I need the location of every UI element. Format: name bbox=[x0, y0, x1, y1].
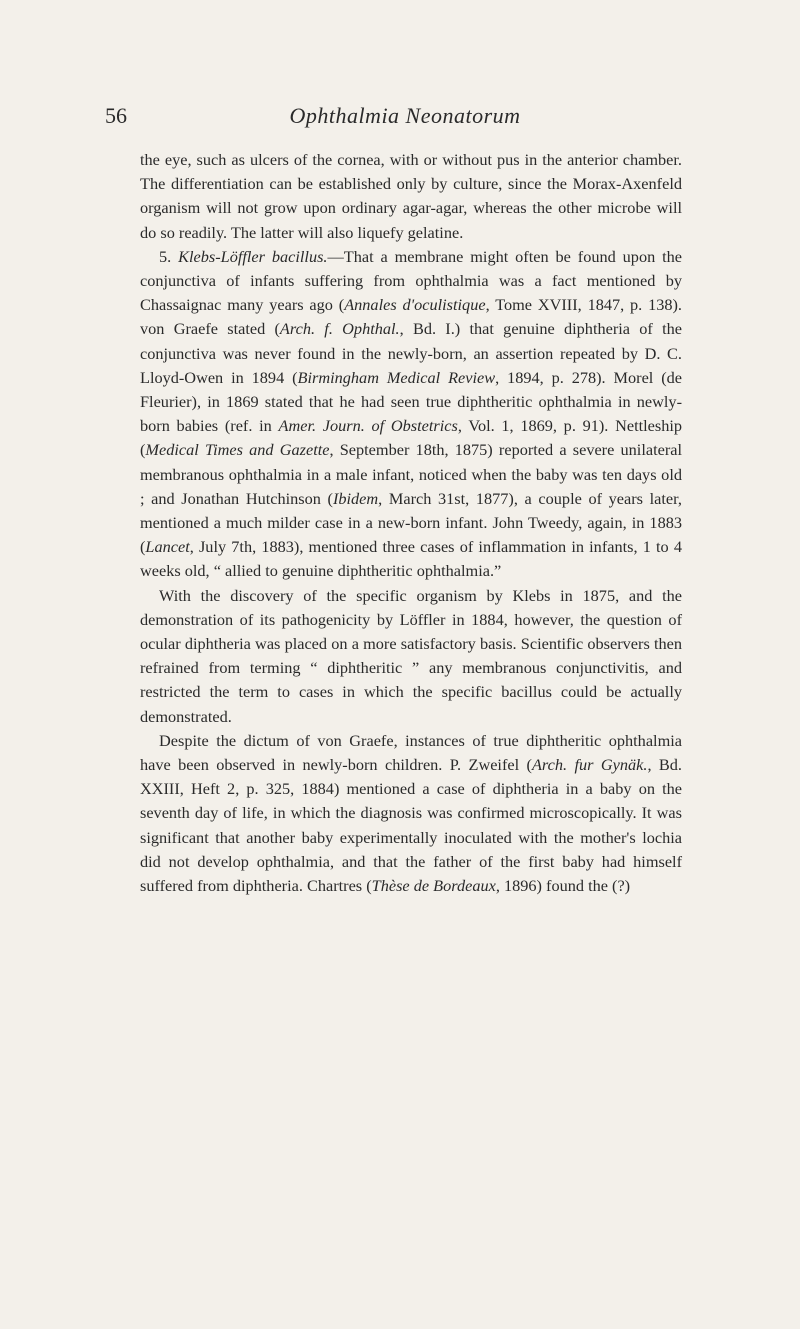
body-text bbox=[140, 148, 682, 898]
citation-italic: Medical Times and Gazette bbox=[145, 440, 330, 460]
paragraph-despite bbox=[140, 729, 682, 898]
text-run: , Vol. 1, 1869, p. 91). Nettleship ( bbox=[140, 416, 683, 460]
text-run: , July 7th, 1883), mentioned three cases of inflammation in infants, 1 to 4 weeks old, “ allied to genuine diphtheritic ophthalmia.” bbox=[140, 537, 682, 581]
text-run: , Tome XVIII, 1847, p. 138). von Graefe stated ( bbox=[140, 295, 683, 339]
text-run: , Bd. I.) that genuine diphtheria of the conjunctiva was never found in the newly-born, an assertion repeated by D. C. Lloyd-Owen in 1894 ( bbox=[140, 319, 682, 387]
paragraph-discovery bbox=[140, 584, 682, 729]
text-run: , September 18th, 1875) reported a severe unilateral membranous ophthalmia in a male infant, noticed when the baby was ten days old ; and Jonathan Hutchinson ( bbox=[140, 440, 682, 508]
citation-italic: Annales d'oculistique bbox=[344, 295, 486, 315]
citation-italic: Arch. f. Ophthal. bbox=[279, 319, 400, 339]
running-title: Ophthalmia Neonatorum bbox=[289, 103, 521, 128]
paragraph-continuation bbox=[140, 148, 682, 245]
page-number: 56 bbox=[105, 103, 127, 128]
citation-italic: Ibidem bbox=[332, 488, 379, 508]
citation-italic: Lancet bbox=[145, 537, 190, 557]
text-run: , March 31st, 1877), a couple of years later, mentioned a much milder case in a new-born infant. John Tweedy, again, in 1883 ( bbox=[140, 488, 682, 557]
citation-italic: Thèse de Bordeaux bbox=[371, 876, 496, 896]
text-run: —That a membrane might often be found upon the conjunctiva of infants suffering from ophthalmia was a fact mentioned by Chassaignac many years ago ( bbox=[140, 246, 683, 315]
text-run: the eye, such as ulcers of the cornea, with or without pus in the anterior chamber. The differentiation can be established only by culture, since the Morax-Axenfeld organism will not grow upon ordinary agar-agar, whereas the other microbe will do so readily. The latter will also liquefy gelatine. bbox=[140, 150, 682, 242]
citation-italic: Arch. fur Gynäk. bbox=[531, 755, 648, 775]
text-run: , 1894, p. 278). Morel (de Fleurier), in 1869 stated that he had seen true diphtheritic ophthalmia in newly-born babies (ref. in bbox=[140, 367, 682, 436]
text-run: Despite the dictum of von Graefe, instances of true diphtheritic ophthalmia have been observed in newly-born children. P. Zweifel ( bbox=[140, 730, 682, 775]
text-run: , Bd. XXIII, Heft 2, p. 325, 1884) mentioned a case of diphtheria in a baby on the seventh day of life, in which the diagnosis was confirmed microscopically. It was significant that another baby experimentally inoculated with the mother's lochia did not develop ophthalmia, and that the father of the first baby had himself suffered from diphtheria. Chartres ( bbox=[140, 755, 682, 896]
text-run: 5. bbox=[159, 246, 179, 266]
paragraph-klebs-loffler bbox=[140, 245, 682, 584]
citation-italic: Klebs-Löffler bacillus. bbox=[178, 246, 328, 266]
text-run: With the discovery of the specific organism by Klebs in 1875, and the demonstration of its pathogenicity by Löffler in 1884, however, the question of ocular diphtheria was placed on a more satisfactory basis. Scientific observers then refrained from terming “ diphtheritic ” any membranous conjunctivitis, and restricted the term to cases in which the specific bacillus could be actually demonstrated. bbox=[140, 585, 682, 726]
citation-italic: Birmingham Medical Review bbox=[297, 367, 496, 387]
page-header bbox=[105, 103, 705, 133]
citation-italic: Amer. Journ. of Obstetrics bbox=[278, 416, 458, 436]
text-run: , 1896) found the (?) bbox=[495, 876, 631, 896]
